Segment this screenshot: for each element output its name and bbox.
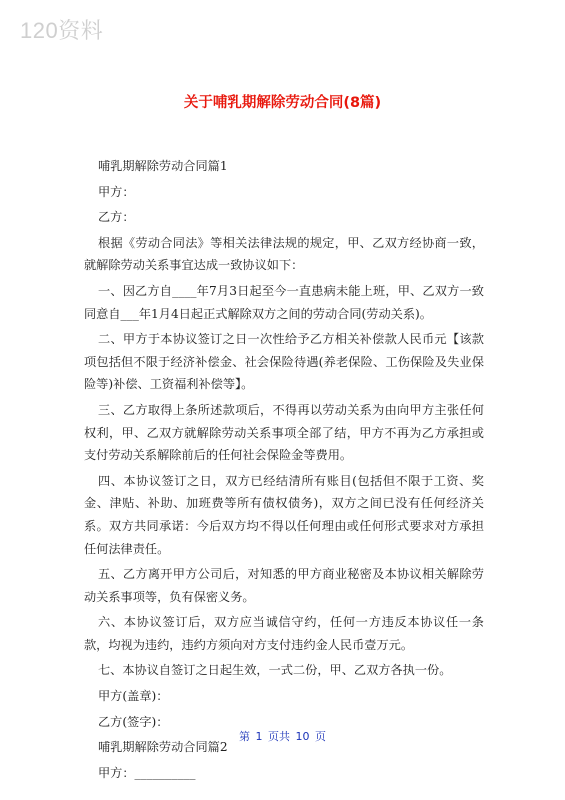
page-footer: 第 1 页共 10 页 xyxy=(239,730,326,743)
clause-2: 二、甲方于本协议签订之日一次性给予乙方相关补偿款人民币元【该款项包括但不限于经济补偿金、社会保险待遇(养老保险、工伤保险及失业保险等)补偿、工资福利补偿等】。 xyxy=(84,332,484,392)
section-heading: 哺乳期解除劳动合同篇1 xyxy=(98,159,228,173)
clause-3: 三、乙方取得上条所述款项后，不得再以劳动关系为由向甲方主张任何权利，甲、乙双方就解除劳动关系事项全部了结，甲方不再为乙方承担或支付劳动关系解除前后的任何社会保险金等费用。 xyxy=(84,402,484,463)
party-b-signature-line: 乙方(签字)： xyxy=(98,714,169,729)
clause-5: 五、乙方离开甲方公司后，对知悉的甲方商业秘密及本协议相关解除劳动关系事项等，负有保密义务。 xyxy=(84,567,484,604)
watermark-logo: 120资料 xyxy=(20,18,104,43)
document-body xyxy=(84,155,484,784)
clause-1: 一、因乙方自____年7月3日起至今一直患病未能上班，甲、乙双方一致同意自___年1月4日起正式解除双方之间的劳动合同(劳动关系)。 xyxy=(84,283,484,321)
document-title: 关于哺乳期解除劳动合同(8篇) xyxy=(183,95,382,111)
section-heading-2: 哺乳期解除劳动合同篇2 xyxy=(98,740,228,755)
party-b-line: 乙方： xyxy=(98,210,135,225)
party-a-seal-line: 甲方(盖章)： xyxy=(98,689,169,704)
clause-7: 七、本协议自签订之日起生效，一式二份，甲、乙双方各执一份。 xyxy=(98,663,452,678)
party-a-line: 甲方： xyxy=(98,184,135,199)
intro-paragraph: 根据《劳动合同法》等相关法律法规的规定，甲、乙双方经协商一致，就解除劳动关系事宜达成一致协议如下： xyxy=(84,235,484,273)
clause-4: 四、本协议签订之日，双方已经结清所有账目(包括但不限于工资、奖金、津贴、补助、加班费等所有债权债务)，双方之间已没有任何经济关系。双方共同承诺：今后双方均不得以任何理由或任何形式要求对方承担任何法律责任。 xyxy=(84,473,484,556)
clause-6: 六、本协议签订后，双方应当诚信守约，任何一方违反本协议任一条款，均视为违约，违约方须向对方支付违约金人民币壹万元。 xyxy=(84,615,484,652)
party-a-line-2: 甲方：__________ xyxy=(98,765,196,780)
